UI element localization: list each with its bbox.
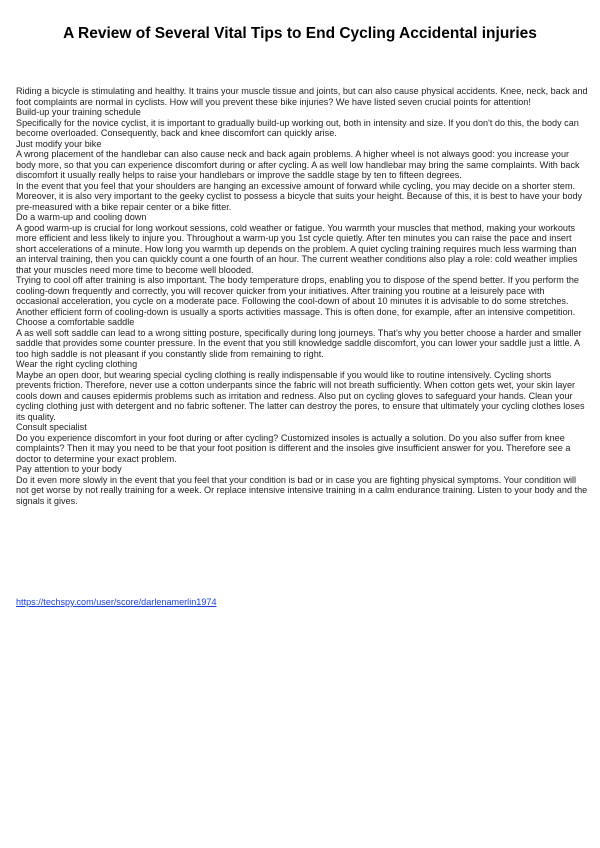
paragraph-handlebar: A wrong placement of the handlebar can also cause neck and back again problems. A higher wheel is not always good: you increase your body more, so that you can experience discomfort during or after cycling. A as well low handlebar may bring the same complaints. With back discomfort it usually really helps to raise your handlebars or improve the saddle stage by ten to fifteen degrees. bbox=[16, 149, 580, 180]
paragraph-shoulders: In the event that you feel that your shoulders are hanging an excessive amount of forward while cycling, you may decide on a shorter stem. Moreover, it is also very important to the geeky cyclist to possess a bicycle that suits your height. Because of this, it is best to have your body pre-measured with a bike repair center or a bike fitter. bbox=[16, 180, 583, 212]
section-heading-saddle: Choose a comfortable saddle bbox=[16, 317, 135, 327]
paragraph-clothing: Maybe an open door, but wearing special cycling clothing is really indispensable if you would like to routine intensively. Cycling shorts prevents friction. Therefore, never use a cotton underpants since the fabric will not breath sufficiently. When cotton gets wet, your skin layer cools down and causes epidermis problems such as irritation and redness. Also put on cycling gloves to safeguard your hands. Clean your cycling clothing just with detergent and no fabric softener. The latter can destroy the pores, to ensure that ultimately your cycling clothes loses its quality. bbox=[16, 369, 585, 422]
intro-paragraph: Riding a bicycle is stimulating and healthy. It trains your muscle tissue and joints, but can also cause physical accidents. Knee, neck, back and foot complaints are normal in cyclists. How will you prevent these bike injuries? We have listed seven crucial points for attention! bbox=[16, 86, 588, 107]
section-heading-warm-up: Do a warm-up and cooling down bbox=[16, 212, 147, 222]
section-heading-training-schedule: Build-up your training schedule bbox=[16, 107, 141, 117]
section-heading-body: Pay attention to your body bbox=[16, 464, 122, 474]
section-heading-clothing: Wear the right cycling clothing bbox=[16, 359, 138, 369]
section-heading-modify-bike: Just modify your bike bbox=[16, 138, 102, 149]
page-title: A Review of Several Vital Tips to End Cycling Accidental injuries bbox=[63, 25, 537, 42]
paragraph-body: Do it even more slowly in the event that you feel that your condition is bad or in case you are fighting physical symptoms. Your condition will not get worse by not really training for a week. Or replace intensive intensive training in a calm endurance training. Listen to your body and the signals it gives. bbox=[16, 474, 588, 506]
paragraph-saddle: A as well soft saddle can lead to a wrong sitting posture, specifically during long journeys. That's why you better choose a harder and smaller saddle that provides some counter pressure. In the event that you still knowledge saddle discomfort, you can lower your saddle just a little. A too high saddle is not pleasant if you constantly slide from remaining to right. bbox=[16, 327, 582, 359]
article-body bbox=[16, 86, 588, 506]
section-heading-specialist: Consult specialist bbox=[16, 422, 87, 432]
paragraph-specialist: Do you experience discomfort in your foot during or after cycling? Customized insoles is actually a solution. Do you also suffer from knee complaints? Then it may you need to be that your foot position is different and the insoles give insufficient answer for you. Therefore see a doctor to determine your exact problem. bbox=[16, 432, 571, 464]
paragraph-warm-up: A good warm-up is crucial for long workout sessions, cold weather or fatigue. You warmth your muscles that method, making your workouts more efficient and less likely to injure you. Throughout a warm-up you 1st cycle quietly. After ten minutes you can raise the pace and insert short accelerations of a minute. How long you warmth up depends on the problem. A quiet cycling training requires much less warming than an interval training, then you can quickly count a one fourth of an hour. The current weather conditions also play a role: cold weather implies that your muscles need more time to become well blooded. bbox=[16, 222, 578, 275]
paragraph-cool-off: Trying to cool off after training is also important. The body temperature drops, enabling you to dispose of the spend better. If you perform the cooling-down frequently and correctly, you will recover quicker from your initiatives. After training you routine at a leisurely pace with occasional acceleration, you cycle on a moderate pace. Following the cool-down of about 10 minutes it is advisable to do some stretches. Another efficient form of cooling-down is usually a sports activities massage. This is often done, for example, after an intensive competition. bbox=[16, 275, 579, 317]
profile-link[interactable]: https://techspy.com/user/score/darlenamerlin1974 bbox=[16, 597, 217, 607]
paragraph-training-schedule: Specifically for the novice cyclist, it is important to gradually build-up working out, both in intensity and size. If you don't do this, the body can become overloaded. Consequently, back and knee discomfort can quickly arise. bbox=[16, 117, 579, 138]
